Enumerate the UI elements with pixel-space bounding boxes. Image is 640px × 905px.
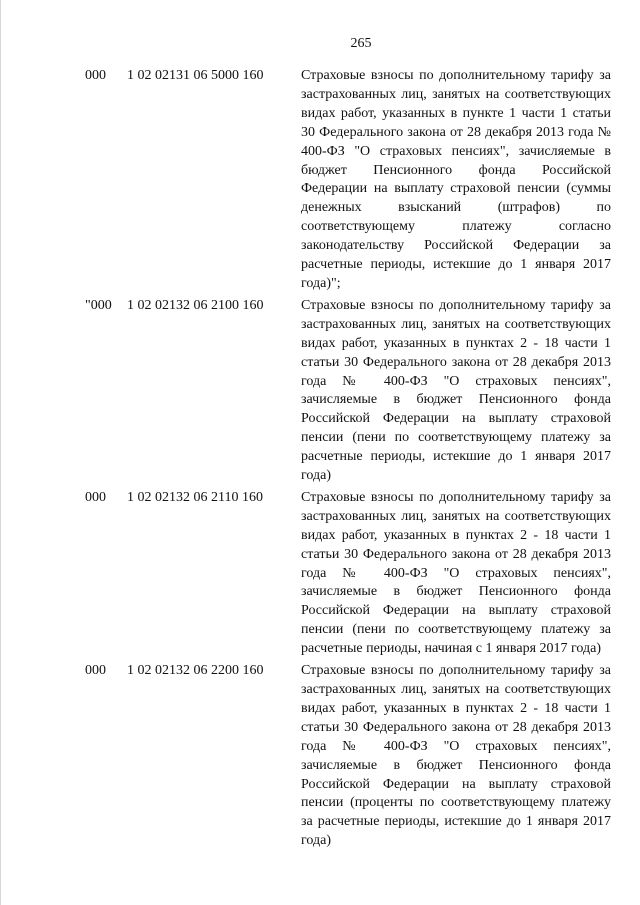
code-description: Страховые взносы по дополнительному тарифу за застрахованных лиц, занятых на соответствующих видах работ, указанных в пункте 1 части 1 статьи 30 Федерального закона от 28 декабря 2013 года № 400-ФЗ "О страховых пенсиях", зачисляемые в бюджет Пенсионного фонда Российской Федерации на выплату страховой пенсии (суммы денежных взысканий (штрафов) по соответствующему платежу согласно законодательству Российской Федерации за расчетные периоды, истекшие до 1 января 2017 года)"; xyxy=(301,68,611,291)
code-description: Страховые взносы по дополнительному тарифу за застрахованных лиц, занятых на соответствующих видах работ, указанных в пунктах 2 - 18 части 1 статьи 30 Федерального закона от 28 декабря 2013 года № 400-ФЗ "О страховых пенсиях", зачисляемые в бюджет Пенсионного фонда Российской Федерации на выплату страховой пенсии (проценты по соответствующему платежу за расчетные периоды, истекшие до 1 января 2017 года) xyxy=(301,663,611,849)
budget-classification-code: 1 02 02132 06 2100 160 xyxy=(127,297,264,313)
admin-code: 000 xyxy=(85,68,106,83)
page-number: 265 xyxy=(350,36,372,51)
budget-code-list xyxy=(1,67,640,854)
budget-code-entry xyxy=(1,297,640,486)
admin-code: "000 xyxy=(85,297,112,313)
budget-classification-code: 1 02 02131 06 5000 160 xyxy=(127,68,264,83)
admin-code: 000 xyxy=(85,663,106,679)
admin-code: 000 xyxy=(85,489,106,505)
budget-code-entry xyxy=(1,489,640,659)
budget-classification-code: 1 02 02132 06 2110 160 xyxy=(127,489,263,505)
code-description: Страховые взносы по дополнительному тарифу за застрахованных лиц, занятых на соответствующих видах работ, указанных в пунктах 2 - 18 части 1 статьи 30 Федерального закона от 28 декабря 2013 года № 400-ФЗ "О страховых пенсиях", зачисляемые в бюджет Пенсионного фонда Российской Федерации на выплату страховой пенсии (пени по соответствующему платежу за расчетные периоды, истекшие до 1 января 2017 года) xyxy=(301,297,611,484)
budget-classification-code: 1 02 02132 06 2200 160 xyxy=(127,663,264,679)
budget-code-entry xyxy=(1,67,640,294)
budget-code-entry xyxy=(1,662,640,851)
code-description: Страховые взносы по дополнительному тарифу за застрахованных лиц, занятых на соответствующих видах работ, указанных в пунктах 2 - 18 части 1 статьи 30 Федерального закона от 28 декабря 2013 года № 400-ФЗ "О страховых пенсиях", зачисляемые в бюджет Пенсионного фонда Российской Федерации на выплату страховой пенсии (пени по соответствующему платежу за расчетные периоды, начиная с 1 января 2017 года) xyxy=(301,489,611,657)
